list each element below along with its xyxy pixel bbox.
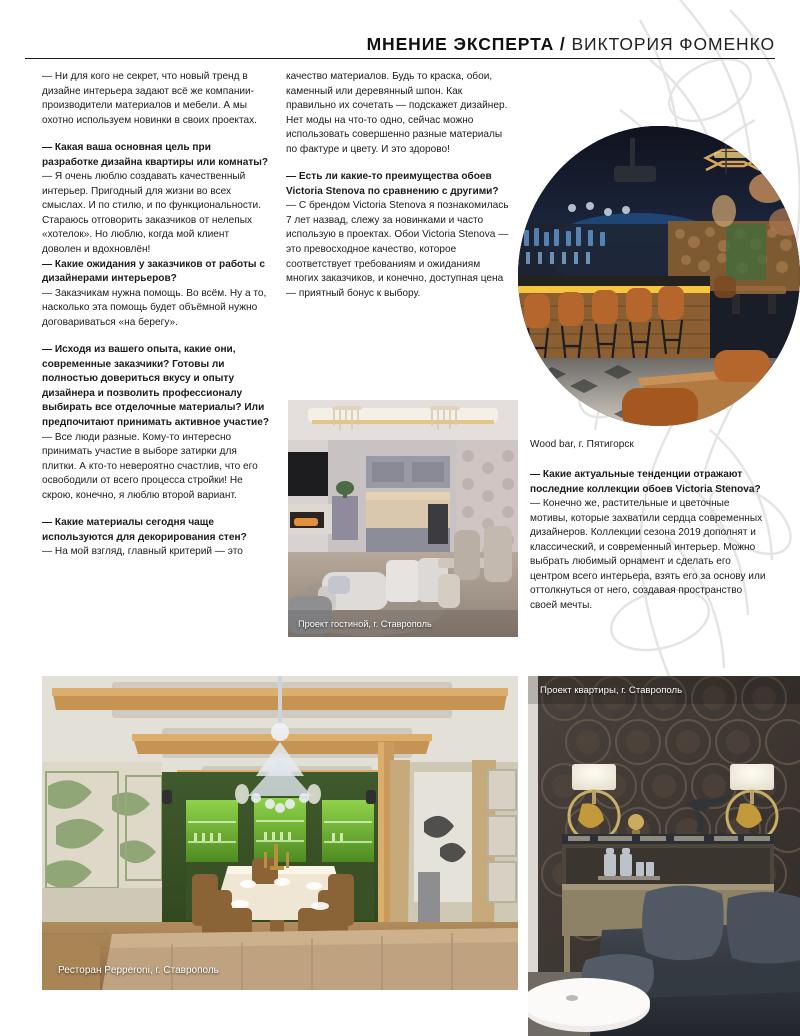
- page-title-light: ВИКТОРИЯ ФОМЕНКО: [571, 33, 775, 54]
- paragraph: — Какие ожидания у заказчиков от работы с дизайнерами интерьеров?: [42, 258, 265, 285]
- page-title-strong: МНЕНИЕ ЭКСПЕРТА: [366, 33, 555, 54]
- text-column-3: [530, 468, 766, 613]
- caption-wood-bar: Wood bar, г. Пятигорск: [530, 439, 634, 450]
- paragraph: — Исходя из вашего опыта, какие они, современные заказчики? Готовы ли полностью довериться вкусу и опыту дизайнера и позволить профессионалу выбирать все отделочные материалы? Или предпочитают принимать активное участие?: [42, 344, 270, 429]
- paragraph: качество материалов. Будь то краска, обои, каменный или деревянный шпон. Как правильно их сочетать — подскажет дизайнер. Нет моды на что-то одно, сейчас можно использовать совершенно разные материалы по фактуре и цвету. И это здорово!: [286, 71, 508, 155]
- paragraph: — Конечно же, растительные и цветочные мотивы, которые захватили сердца современных дизайнеров. Коллекции сезона 2019 дополнят и классический, и современный интерьер. Можно выбрать любимый орнамент и сделать его центром всего интерьера, взять его за основу или оттолкнуться от него, создавая пространство своей мечты.: [530, 498, 766, 611]
- header-divider-rule: [25, 58, 775, 59]
- caption-apartment: Проект квартиры, г. Ставрополь: [540, 685, 683, 696]
- paragraph: — Какие актуальные тенденции отражают последние коллекции обоев Victoria Stenova?: [530, 469, 761, 495]
- text-column-1: [42, 70, 270, 560]
- paragraph: — Все люди разные. Кому-то интересно принимать участие в выборе затирки для плитки. А кто-то невероятно счастлив, что его освободили от всего процесса стройки! Не скрою, конечно, я люблю второй вариант.: [42, 431, 258, 501]
- caption-living-room: Проект гостиной, г. Ставрополь: [298, 619, 432, 629]
- text-column-2: [286, 70, 514, 301]
- paragraph: — Ни для кого не секрет, что новый тренд в дизайне интерьера задают всё же компании-производители материалов и мебели. А мы охотно используем новинки в своих проектах.: [42, 71, 257, 126]
- photo-apartment: [528, 676, 800, 1036]
- paragraph: — Какие материалы сегодня чаще используются для декорирования стен?: [42, 517, 247, 543]
- photo-restaurant: [42, 676, 518, 990]
- caption-restaurant: Ресторан Pepperoni, г. Ставрополь: [58, 965, 219, 976]
- paragraph: — Я очень люблю создавать качественный интерьер. Пригодный для жизни во всех смыслах. И по стилю, и по функциональности. Стараюсь отговорить заказчиков от нелепых «хотелок». Но люблю, когда мой клиент доволен и вдохновлён!: [42, 171, 261, 256]
- paragraph: — На мой взгляд, главный критерий — это: [42, 546, 243, 558]
- paragraph: — Какая ваша основная цель при разработке дизайна квартиры или комнаты?: [42, 142, 269, 168]
- paragraph: — Заказчикам нужна помощь. Во всём. Ну а то, насколько эта помощь будет объёмной нужно договариваться «на берегу».: [42, 287, 267, 328]
- photo-living-room: [288, 400, 518, 637]
- paragraph: — С брендом Victoria Stenova я познакомилась 7 лет назвад, слежу за новинками и часто использую в проектах. Обои Victoria Stenova — это превосходное качество, которое соответствует требованиям и ожиданиям многих заказчиков, и конечно, доступная цена — приятный бонус к выбору.: [286, 200, 509, 299]
- page-title: [367, 34, 775, 55]
- page-title-separator: /: [554, 33, 572, 54]
- paragraph: — Есть ли какие-то преимущества обоев Victoria Stenova по сравнению с другими?: [286, 171, 499, 197]
- photo-wood-bar: [518, 126, 800, 426]
